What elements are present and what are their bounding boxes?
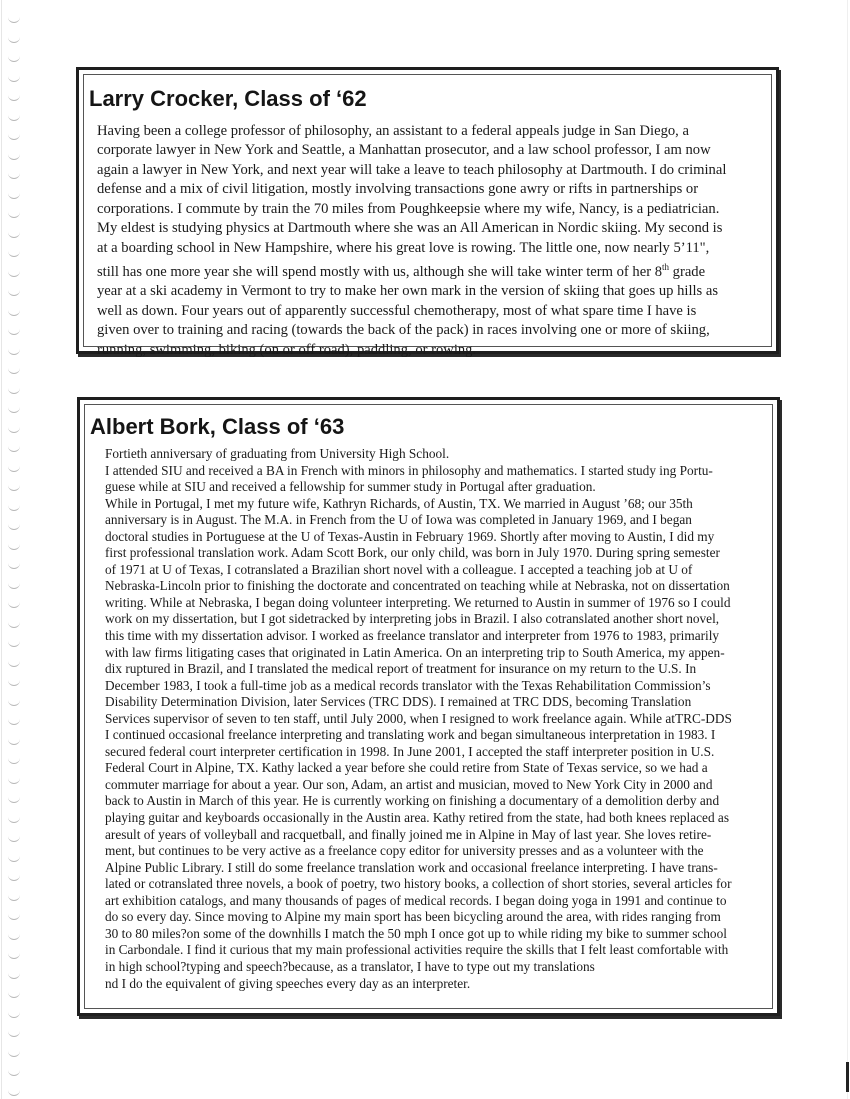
binder-hole-mark — [8, 1089, 20, 1096]
entry-title: Larry Crocker, Class of ‘62 — [89, 86, 367, 111]
body-line: defense and a mix of civil litigation, mostly involving transactions gone awry or rifts in partnerships or — [97, 181, 699, 198]
binder-hole-mark — [8, 55, 20, 62]
binder-hole-mark — [8, 445, 20, 452]
binder-hole-mark — [8, 777, 20, 784]
body-line: My eldest is studying physics at Dartmouth where she was an All American in Nordic skiing. My second is — [97, 220, 723, 237]
binder-hole-mark — [8, 1011, 20, 1018]
body-line: I attended SIU and received a BA in French with minors in philosophy and mathematics. I started study ing Portu- — [105, 462, 713, 478]
body-line: lated or cotranslated three novels, a book of poetry, two history books, a collection of short stories, several articles for — [105, 876, 732, 892]
body-line: corporations. I commute by train the 70 miles from Poughkeepsie where my wife, Nancy, is a pediatrician. — [97, 200, 720, 217]
binder-hole-mark — [8, 913, 20, 920]
page-right-edge — [847, 0, 848, 1099]
body-line: this time with my dissertation advisor. I worked as freelance translator and interpreter from 1976 to 1983, primarily — [105, 628, 720, 644]
binder-hole-mark — [8, 894, 20, 901]
body-line: of 1971 at U of Texas, I cotranslated a Brazilian short novel with a colleague. I accepted a teaching job at U of — [105, 561, 693, 577]
body-line: playing guitar and keyboards occasionally in the Austin area. Kathy retired from the state, had both knees replaced as — [105, 810, 730, 826]
binder-hole-mark — [8, 211, 20, 218]
body-line: While in Portugal, I met my future wife, Kathryn Richards, of Austin, TX. We married in August ’68; our 35th — [105, 495, 693, 511]
binder-hole-mark — [8, 94, 20, 101]
body-line: Disability Determination Division, later Services (TRC DDS). I remained at TRC DDS, becoming Translation — [105, 694, 692, 710]
body-line: writing. While at Nebraska, I began doing volunteer interpreting. We returned to Austin in summer of 1976 so I could — [105, 594, 731, 610]
body-line: dix ruptured in Brazil, and I translated the medical report of treatment for insurance on my return to the U.S. In — [105, 661, 697, 677]
body-line: Fortieth anniversary of graduating from University High School. — [105, 446, 450, 461]
binder-hole-mark — [8, 1050, 20, 1057]
binder-hole-mark — [8, 718, 20, 725]
binder-hole-mark — [8, 75, 20, 82]
body-line: secured federal court interpreter certification in 1998. In June 2001, I accepted the staff interpreter position in U.S. — [105, 743, 715, 759]
body-line: Alpine Public Library. I still do some freelance translation work and occasional freelance interpreting. I have trans- — [105, 859, 718, 875]
body-line: nd I do the equivalent of giving speeches every day as an interpreter. — [105, 975, 471, 991]
binder-hole-mark — [8, 484, 20, 491]
binder-hole-mark — [8, 36, 20, 43]
binder-hole-mark — [8, 679, 20, 686]
binder-hole-mark — [8, 289, 20, 296]
body-line: Having been a college professor of philosophy, an assistant to a federal appeals judge in San Diego, a — [97, 123, 689, 139]
body-line: art exhibition catalogs, and many thousands of pages of medical records. I began doing yoga in 1991 and continue to — [105, 892, 727, 908]
body-line: again a lawyer in New York, and next year will take a leave to teach philosophy at Dartmouth. I do criminal — [97, 161, 727, 178]
body-line: first professional translation work. Adam Scott Bork, our only child, was born in July 1970. During spring semester — [105, 545, 720, 561]
binder-hole-mark — [8, 562, 20, 569]
binder-hole-mark — [8, 796, 20, 803]
binder-hole-mark — [8, 270, 20, 277]
binder-hole-mark — [8, 172, 20, 179]
body-line: guese while at SIU and received a fellowship for summer study in Portugal after graduation. — [105, 479, 596, 495]
binder-hole-mark — [8, 348, 20, 355]
entry-title: Albert Bork, Class of ‘63 — [90, 414, 345, 439]
body-line: ment, but continues to be very active as a freelance copy editor for university presses and as a volunteer with the — [105, 843, 704, 859]
binder-hole-mark — [8, 855, 20, 862]
binder-hole-mark — [8, 972, 20, 979]
binder-hole-mark — [8, 835, 20, 842]
entry-body — [105, 446, 732, 992]
binder-hole-mark — [8, 114, 20, 121]
ordinal-superscript: th — [662, 262, 670, 273]
body-line: in high school?typing and speech?because, as a translator, I have to type out my translations — [105, 958, 595, 974]
binder-hole-mark — [8, 153, 20, 160]
binder-hole-mark — [8, 660, 20, 667]
binder-hole-mark — [8, 640, 20, 647]
body-line: I continued occasional freelance interpreting and translating work and began simultaneous interpretation in 1983. I — [105, 727, 716, 743]
body-line: work on my dissertation, but I got sidetracked by interpreting jobs in Brazil. I also cotranslated another short novel, — [105, 611, 720, 627]
binder-hole-mark — [8, 757, 20, 764]
line-text-after: grade — [669, 264, 706, 281]
binder-hole-mark — [8, 621, 20, 628]
binder-hole-mark — [8, 874, 20, 881]
binder-hole-mark — [8, 309, 20, 316]
entry-albert-bork — [77, 397, 780, 1016]
binder-hole-mark — [8, 1069, 20, 1076]
entry-larry-crocker — [76, 67, 779, 358]
binder-hole-mark — [8, 367, 20, 374]
binder-hole-mark — [8, 426, 20, 433]
body-line: well as down. Four years out of apparently successful chemotherapy, most of what spare time I have is — [97, 302, 697, 319]
body-line: do so every day. Since moving to Alpine my main sport has been bicycling around the area, with rides ranging from — [105, 909, 721, 925]
body-line: corporate lawyer in New York and Seattle, a Manhattan prosecutor, and a law school professor, I am now — [97, 142, 711, 159]
scan-edge-mark — [846, 1062, 849, 1092]
binder-hole-mark — [8, 933, 20, 940]
body-line: December 1983, I took a full-time job as a medical records translator with the Texas Rehabilitation Commission’s — [105, 677, 711, 693]
binder-hole-mark — [8, 523, 20, 530]
entry-body — [97, 122, 726, 360]
body-line: doctoral studies in Portuguese at the U of Texas-Austin in February 1969. Shortly after moving to Austin, I did my — [105, 528, 715, 544]
body-line: Nebraska-Lincoln prior to finishing the doctorate and concentrated on teaching while at Nebraska, not on dissertation — [105, 578, 730, 594]
binder-hole-mark — [8, 1030, 20, 1037]
binder-hole-mark — [8, 991, 20, 998]
body-line: 30 to 80 miles?on some of the downhills I match the 50 mph I once got up to while riding my bike to summer school — [105, 925, 727, 941]
binder-hole-mark — [8, 406, 20, 413]
body-line: with law firms litigating cases that originated in Latin America. On an interpreting trip to South America, my appen- — [105, 644, 725, 660]
body-line: at a boarding school in New Hampshire, where his great love is rowing. The little one, now nearly 5’11", — [97, 239, 710, 256]
body-line: given over to training and racing (towards the back of the pack) in races involving one or more of skiing, — [97, 322, 710, 339]
binder-hole-mark — [8, 465, 20, 472]
binder-hole-mark — [8, 543, 20, 550]
binder-hole-mark — [8, 387, 20, 394]
binder-hole-mark — [8, 504, 20, 511]
body-line: commuter marriage for about a year. Our son, Adam, an artist and musician, moved to New York City in 2000 and — [105, 776, 713, 792]
body-line-with-superscript — [97, 258, 726, 282]
body-line: back to Austin in March of this year. He is currently working on finishing a documentary of a demolition derby and — [105, 793, 720, 809]
binder-hole-mark — [8, 601, 20, 608]
binder-hole-marks — [0, 0, 30, 1099]
binder-hole-mark — [8, 192, 20, 199]
binder-hole-mark — [8, 231, 20, 238]
body-line: Services supervisor of seven to ten staff, until July 2000, when I resigned to work freelance again. While atTRC-DDS — [105, 710, 732, 726]
binder-hole-mark — [8, 328, 20, 335]
binder-hole-mark — [8, 16, 20, 23]
body-line: Federal Court in Alpine, TX. Kathy lacked a year before she could retire from State of Texas service, so we had a — [105, 760, 708, 776]
binder-hole-mark — [8, 250, 20, 257]
body-line: in Carbondale. I find it curious that my main professional activities require the skills that I felt least comfortable with — [105, 942, 729, 958]
binder-hole-mark — [8, 582, 20, 589]
binder-hole-mark — [8, 738, 20, 745]
binder-hole-mark — [8, 816, 20, 823]
binder-hole-mark — [8, 699, 20, 706]
binder-hole-mark — [8, 133, 20, 140]
body-line: year at a ski academy in Vermont to try to make her own mark in the version of skiing that goes up hills as — [97, 283, 719, 300]
body-line: aresult of years of volleyball and racquetball, and finally joined me in Alpine in May of last year. She loves retire- — [105, 826, 712, 842]
line-text-before: still has one more year she will spend mostly with us, although she will take winter term of her 8 — [97, 264, 662, 281]
body-line: anniversary is in August. The M.A. in French from the U of Iowa was completed in January 1969, and I began — [105, 512, 692, 528]
body-line: running, swimming, biking (on or off road), paddling, or rowing. — [97, 341, 477, 358]
binder-hole-mark — [8, 952, 20, 959]
